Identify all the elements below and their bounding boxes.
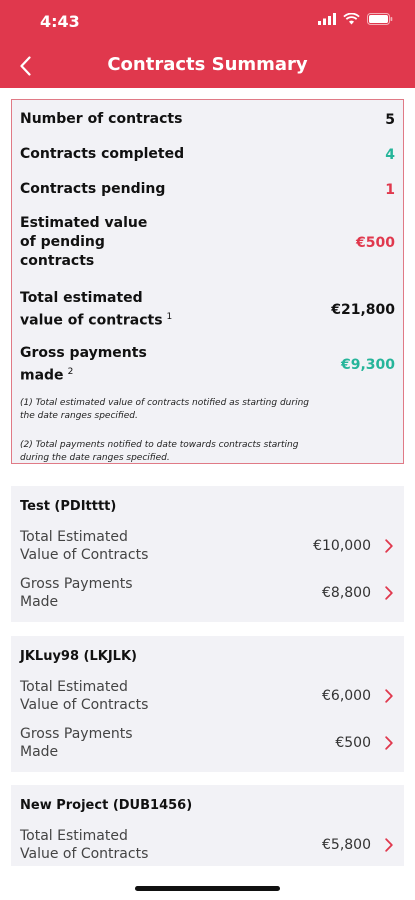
summary-row-contracts-completed: [20, 145, 395, 164]
project-row-estimated-value[interactable]: [20, 678, 395, 714]
app-header: [0, 0, 415, 88]
summary-label: Number of contracts: [20, 111, 183, 127]
row-label: [20, 827, 322, 863]
footnote-marker: 2: [67, 367, 74, 377]
row-value: €500: [335, 735, 371, 751]
summary-value: 1: [385, 181, 395, 198]
home-indicator[interactable]: [135, 886, 280, 891]
note-line: the date ranges specified.: [20, 411, 138, 421]
chevron-right-icon: [383, 538, 395, 554]
chevron-right-icon: [383, 735, 395, 751]
note-line: (1) Total estimated value of contracts notified as starting during: [20, 398, 309, 408]
footnote-2: [20, 439, 395, 465]
note-line: during the date ranges specified.: [20, 453, 170, 463]
status-time: 4:43: [40, 12, 80, 31]
summary-label: [20, 289, 172, 331]
chevron-right-icon: [383, 585, 395, 601]
label-line: Gross Payments: [20, 576, 133, 592]
label-line: made: [20, 367, 64, 384]
summary-row-total-estimated: [20, 289, 395, 331]
footnote-marker: 1: [166, 312, 173, 322]
scroll-content[interactable]: [0, 88, 415, 866]
summary-row-number-of-contracts: [20, 110, 395, 129]
label-line: Made: [20, 744, 59, 760]
label-line: Total Estimated: [20, 679, 128, 695]
project-row-estimated-value[interactable]: [20, 827, 395, 863]
row-label: [20, 575, 322, 611]
row-value: €10,000: [313, 538, 371, 554]
project-card: [11, 486, 404, 622]
summary-value: 4: [385, 146, 395, 163]
project-card: [11, 636, 404, 772]
row-label: [20, 725, 335, 761]
row-label: [20, 528, 313, 564]
note-line: (2) Total payments notified to date towards contracts starting: [20, 440, 299, 450]
summary-row-gross-payments: [20, 344, 395, 386]
summary-label: Contracts completed: [20, 146, 185, 162]
label-line: Estimated value: [20, 215, 148, 231]
summary-label: [20, 214, 147, 271]
row-value: €8,800: [322, 585, 371, 601]
label-line: of pending: [20, 234, 105, 250]
wifi-icon: [343, 13, 360, 25]
label-line: Total estimated: [20, 290, 143, 306]
status-icons: [318, 13, 393, 25]
signal-icon: [318, 13, 336, 25]
label-line: contracts: [20, 253, 95, 269]
project-row-gross-payments[interactable]: [20, 575, 395, 611]
summary-value: €9,300: [340, 356, 395, 373]
chevron-right-icon: [383, 688, 395, 704]
footnote-1: [20, 397, 395, 423]
summary-card: [11, 99, 404, 464]
page-title: Contracts Summary: [107, 54, 308, 75]
row-value: €5,800: [322, 837, 371, 853]
summary-row-contracts-pending: [20, 180, 395, 199]
summary-label: Contracts pending: [20, 181, 166, 197]
summary-row-estimated-pending: [20, 214, 395, 271]
summary-value: 5: [385, 111, 395, 128]
summary-label: [20, 344, 147, 386]
label-line: Value of Contracts: [20, 697, 149, 713]
label-line: Total Estimated: [20, 529, 128, 545]
summary-value: €500: [356, 234, 395, 251]
project-title: JKLuy98 (LKJLK): [20, 649, 137, 664]
project-row-estimated-value[interactable]: [20, 528, 395, 564]
project-title: Test (PDItttt): [20, 499, 117, 514]
label-line: Total Estimated: [20, 828, 128, 844]
battery-icon: [367, 13, 393, 25]
chevron-right-icon: [383, 837, 395, 853]
label-line: Made: [20, 594, 59, 610]
label-line: Gross payments: [20, 345, 147, 361]
label-line: Gross Payments: [20, 726, 133, 742]
project-card: [11, 785, 404, 866]
project-title: New Project (DUB1456): [20, 798, 193, 813]
project-row-gross-payments[interactable]: [20, 725, 395, 761]
row-label: [20, 678, 322, 714]
label-line: Value of Contracts: [20, 547, 149, 563]
label-line: value of contracts: [20, 312, 163, 329]
summary-value: €21,800: [331, 301, 395, 318]
row-value: €6,000: [322, 688, 371, 704]
label-line: Value of Contracts: [20, 846, 149, 862]
